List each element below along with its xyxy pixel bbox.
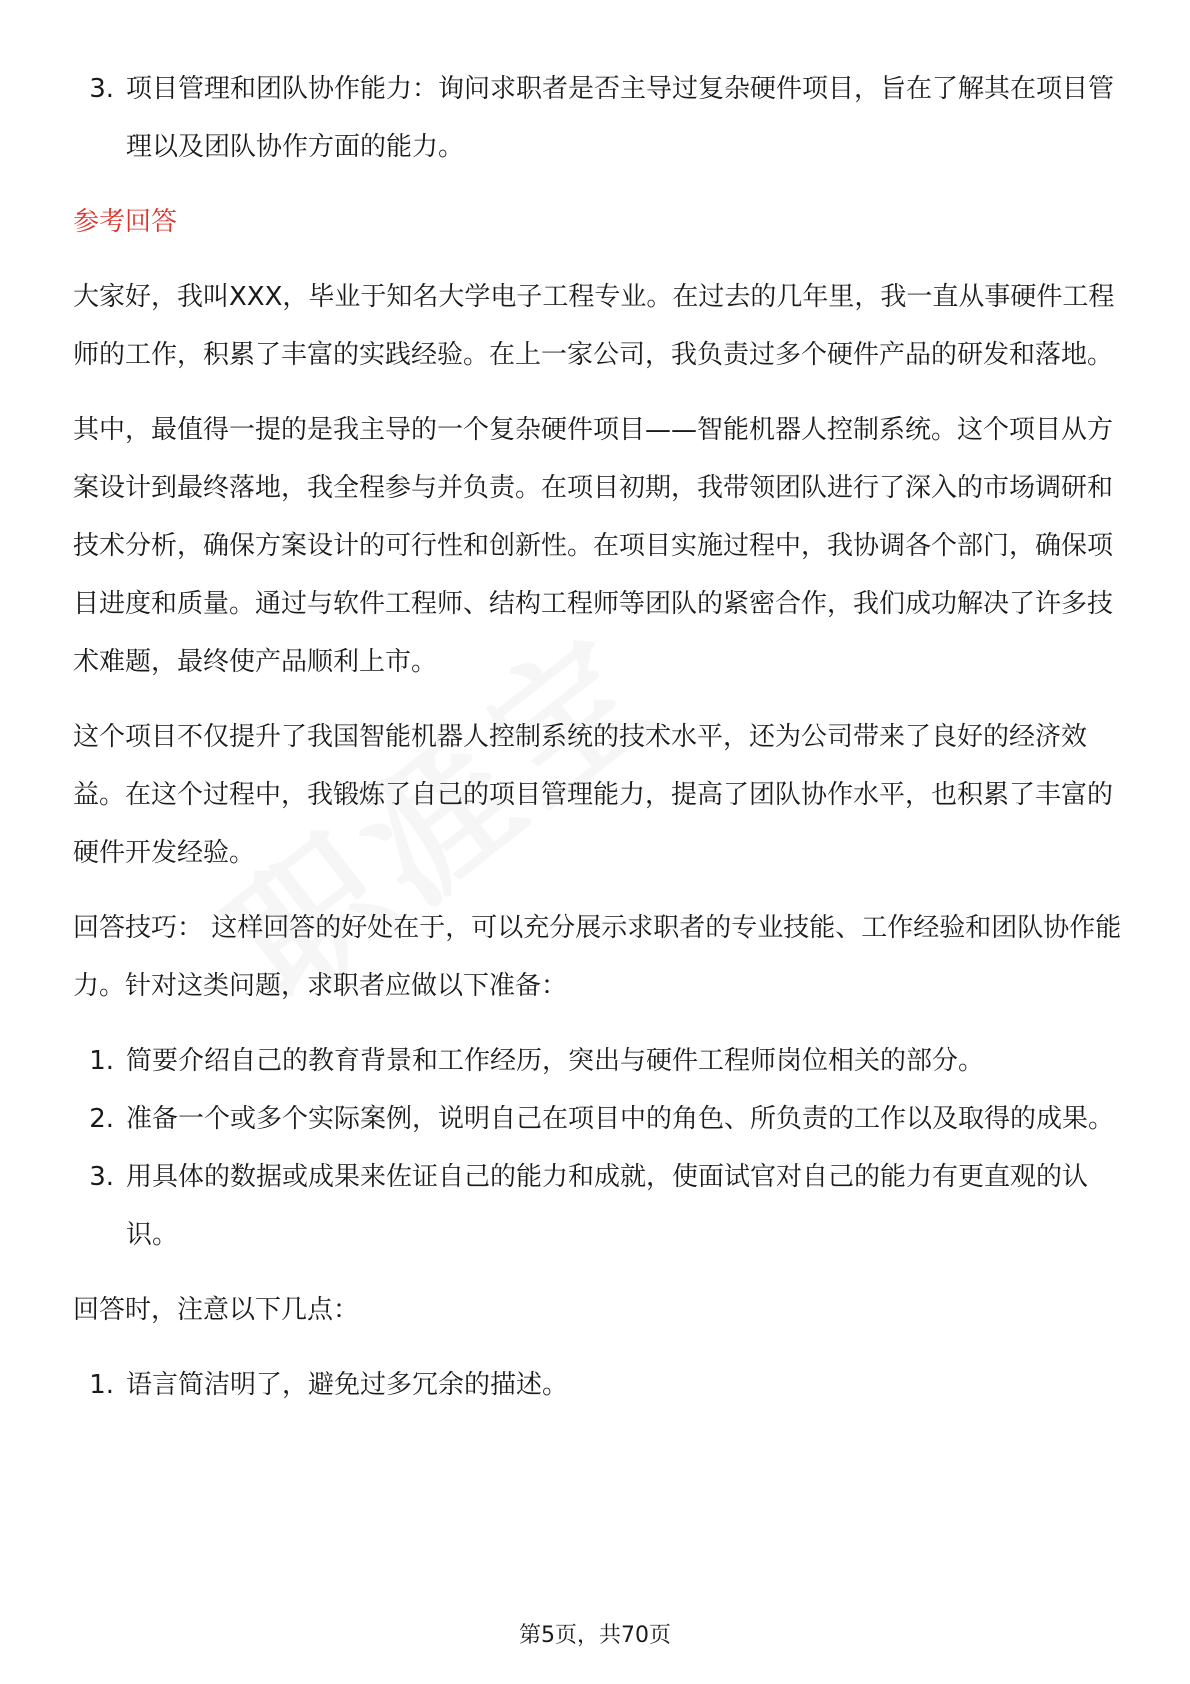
notes-intro: 回答时，注意以下几点： [73, 1295, 360, 1325]
list-item-number: 1. [89, 1046, 114, 1076]
list-item [73, 1032, 1123, 1090]
list-item-number: 3. [89, 1162, 114, 1192]
paragraph-intro: 大家好，我叫XXX，毕业于知名大学电子工程专业。在过去的几年里，我一直从事硬件工程师的工作，积累了丰富的实践经验。在上一家公司，我负责过多个硬件产品的研发和落地。 [73, 282, 1115, 370]
notes-list [73, 1356, 1123, 1414]
tips-list [73, 1032, 1123, 1264]
list-item-text: 项目管理和团队协作能力：询问求职者是否主导过复杂硬件项目，旨在了解其在项目管理以及团队协作方面的能力。 [126, 74, 1115, 162]
list-item-text: 简要介绍自己的教育背景和工作经历，突出与硬件工程师岗位相关的部分。 [126, 1046, 985, 1076]
list-item-number: 1. [89, 1370, 114, 1400]
list-item-number: 3. [89, 74, 114, 104]
intro-list [73, 60, 1123, 176]
list-item-text: 语言简洁明了，避免过多冗余的描述。 [126, 1370, 569, 1400]
section-heading: 参考回答 [73, 207, 178, 237]
list-item-text: 准备一个或多个实际案例，说明自己在项目中的角色、所负责的工作以及取得的成果。 [126, 1104, 1115, 1134]
page-footer: 第5页，共70页 [519, 1623, 671, 1648]
list-item-text: 用具体的数据或成果来佐证自己的能力和成就，使面试官对自己的能力有更直观的认识。 [126, 1162, 1089, 1250]
document-body [73, 60, 1123, 1414]
paragraph-outcome: 这个项目不仅提升了我国智能机器人控制系统的技术水平，还为公司带来了良好的经济效益。在这个过程中，我锻炼了自己的项目管理能力，提高了团队协作水平，也积累了丰富的硬件开发经验。 [73, 722, 1114, 868]
list-item [73, 1090, 1123, 1148]
list-item-number: 2. [89, 1104, 114, 1134]
list-item [73, 60, 1123, 176]
list-item [73, 1356, 1123, 1414]
paragraph-project: 其中，最值得一提的是我主导的一个复杂硬件项目——智能机器人控制系统。这个项目从方案设计到最终落地，我全程参与并负责。在项目初期，我带领团队进行了深入的市场调研和技术分析，确保方案设计的可行性和创新性。在项目实施过程中，我协调各个部门，确保项目进度和质量。通过与软件工程师、结构工程师等团队的紧密合作，我们成功解决了许多技术难题，最终使产品顺利上市。 [73, 415, 1114, 677]
paragraph-tips: 回答技巧： 这样回答的好处在于，可以充分展示求职者的专业技能、工作经验和团队协作能力。针对这类问题，求职者应做以下准备： [73, 913, 1122, 1001]
list-item [73, 1148, 1123, 1264]
